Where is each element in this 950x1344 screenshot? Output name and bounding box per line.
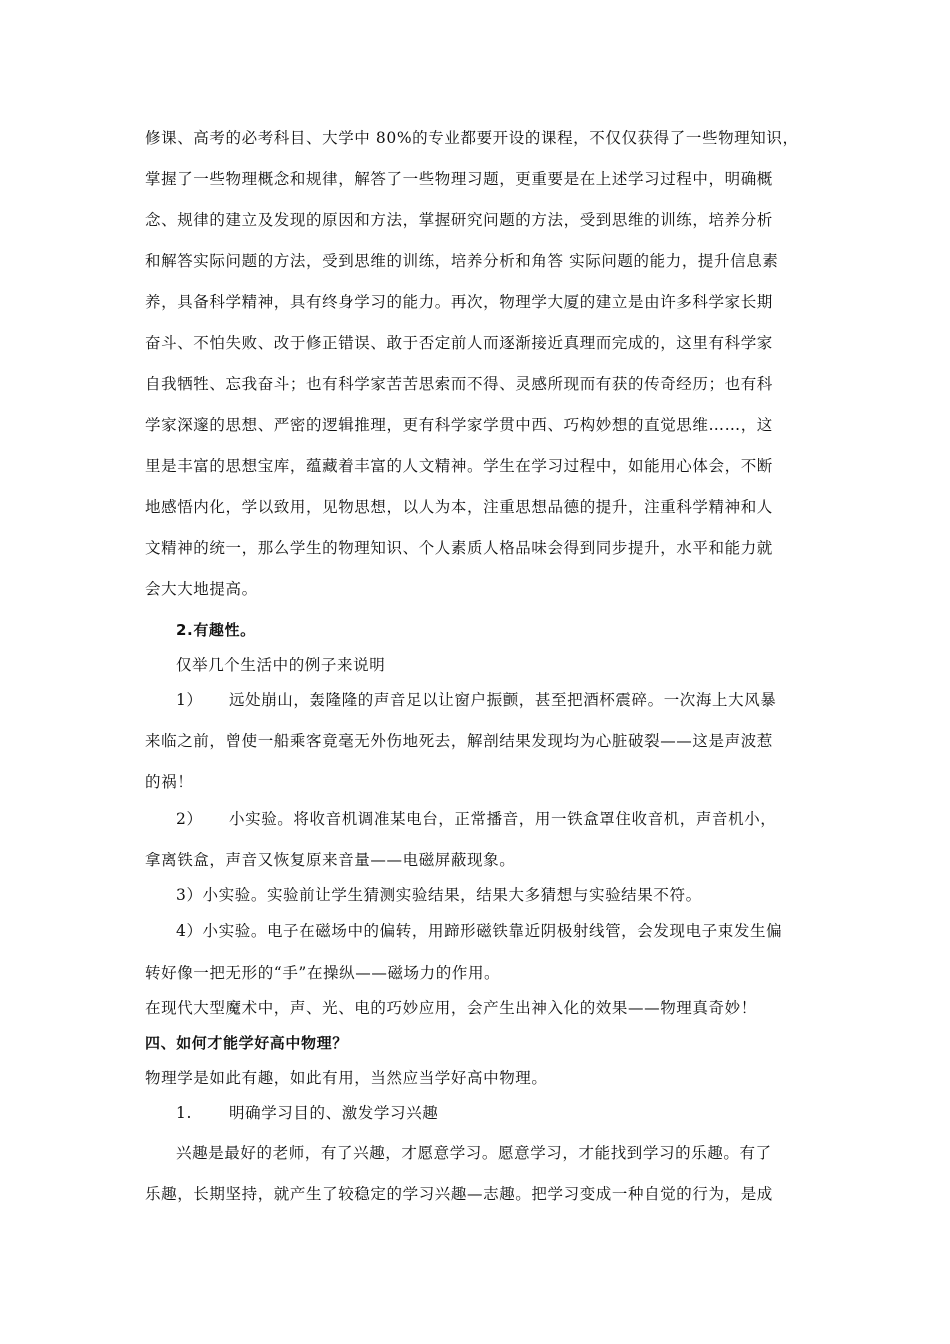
example-4-text: 转好像一把无形的“手”在操纵——磁场力的作用。 [145,964,501,982]
magic-line: 在现代大型魔术中，声、光、电的巧妙应用，会产生出神入化的效果——物理真奇妙！ [145,999,757,1017]
example-3-text: 3）小实验。实验前让学生猜测实验结果，结果大多猜想与实验结果不符。 [176,886,702,904]
text-line: 修课、高考的必考科目、大学中 80%的专业都要开设的课程，不仅仅获得了一些物理知识， [145,129,799,147]
text-line: 奋斗、不怕失败、改于修正错误、敢于否定前人而逐渐接近真理而完成的，这里有科学家 [145,334,773,352]
point-1-number: 1. [176,1104,192,1122]
text-line: 文精神的统一，那么学生的物理知识、个人素质人格品味会得到同步提升，水平和能力就 [145,539,773,557]
point-1-title: 明确学习目的、激发学习兴趣 [229,1104,439,1122]
how-intro: 物理学是如此有趣，如此有用，当然应当学好高中物理。 [145,1069,548,1087]
example-1-number: 1） [176,691,203,709]
example-1-text: 的祸！ [145,773,194,791]
section-heading-how: 四、如何才能学好高中物理？ [145,1034,348,1052]
example-2-text: 小实验。将收音机调准某电台，正常播音，用一铁盒罩住收音机，声音机小， [229,810,777,828]
text-line: 念、规律的建立及发现的原因和方法，掌握研究问题的方法，受到思维的训练，培养分析 [145,211,773,229]
text-line: 学家深邃的思想、严密的逻辑推理，更有科学家学贯中西、巧构妙想的直觉思维……，这 [145,416,773,434]
text-line: 自我牺牲、忘我奋斗；也有科学家苦苦思索而不得、灵感所现而有获的传奇经历；也有科 [145,375,773,393]
intro-examples: 仅举几个生活中的例子来说明 [176,656,386,674]
interest-paragraph-line: 乐趣，长期坚持，就产生了较稳定的学习兴趣—志趣。把学习变成一种自觉的行为，是成 [145,1185,773,1203]
section-heading-interest: 2.有趣性。 [176,621,256,639]
text-line: 会大大地提高。 [145,580,258,598]
text-line: 养，具备科学精神，具有终身学习的能力。再次，物理学大厦的建立是由许多科学家长期 [145,293,773,311]
example-2-text: 拿离铁盒，声音又恢复原来音量——电磁屏蔽现象。 [145,851,516,869]
interest-paragraph-line: 兴趣是最好的老师，有了兴趣，才愿意学习。愿意学习，才能找到学习的乐趣。有了 [176,1144,772,1162]
example-1-text: 来临之前，曾使一船乘客竟毫无外伤地死去，解剖结果发现均为心脏破裂——这是声波惹 [145,732,773,750]
example-2-number: 2） [176,810,203,828]
example-1-text: 远处崩山，轰隆隆的声音足以让窗户振颤，甚至把酒杯震碎。一次海上大风暴 [229,691,777,709]
text-line: 掌握了一些物理概念和规律，解答了一些物理习题，更重要是在上述学习过程中，明确概 [145,170,773,188]
text-line: 地感悟内化，学以致用，见物思想，以人为本，注重思想品德的提升，注重科学精神和人 [145,498,773,516]
text-line: 和解答实际问题的方法，受到思维的训练，培养分析和角答 实际问题的能力，提升信息素 [145,252,779,270]
example-4-text: 4）小实验。电子在磁场中的偏转，用蹄形磁铁靠近阴极射线管，会发现电子束发生偏 [176,922,783,940]
text-line: 里是丰富的思想宝库，蕴藏着丰富的人文精神。学生在学习过程中，如能用心体会，不断 [145,457,773,475]
